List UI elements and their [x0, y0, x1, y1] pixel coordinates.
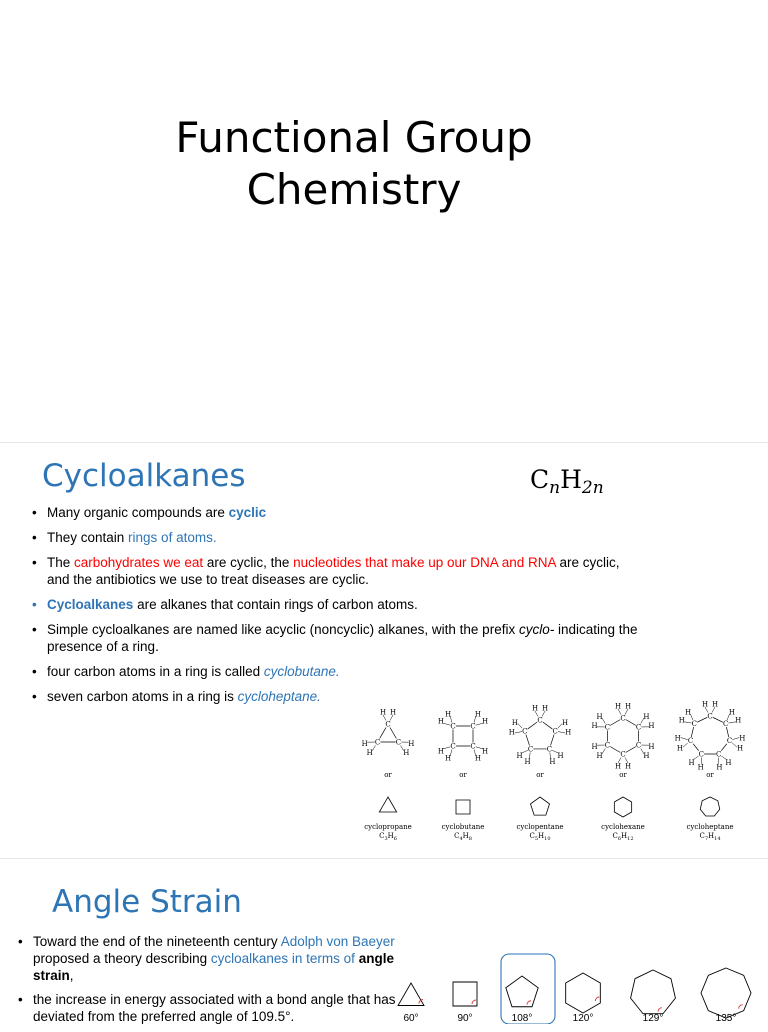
formula-h: H: [560, 465, 582, 494]
bullet-highlight: rings of atoms.: [128, 530, 217, 545]
angle-6: [701, 968, 751, 1024]
cycloheptane-skeletal-shape: [700, 797, 719, 816]
hydrogen-label: H: [615, 763, 621, 771]
carbon-label: C: [620, 751, 625, 759]
hydrogen-label: H: [685, 709, 691, 717]
angle-label: 135°: [716, 1013, 737, 1024]
hydrogen-label: H: [390, 709, 396, 717]
hydrogen-label: H: [562, 719, 568, 727]
bullet-text: are alkanes that contain rings of carbon atoms.: [133, 597, 417, 612]
bullet-italic: cyclo-: [519, 622, 554, 637]
carbon-label: C: [375, 739, 380, 747]
bullet-text: Simple cycloalkanes are named like acyclic (noncyclic) alkanes, with the prefix: [47, 622, 519, 637]
formula-sub-n: n: [549, 478, 560, 498]
cyclopropane-formula-label: $C_3H_6$: [379, 832, 397, 842]
cyclohexane-formula-label: $C_6H_{12}$: [612, 832, 633, 842]
carbon-label: C: [470, 743, 475, 751]
hydrogen-label: H: [542, 705, 548, 713]
hydrogen-label: H: [367, 749, 373, 757]
cyclopentane-formula-label: $C_5H_{10}$: [529, 832, 550, 842]
hydrogen-label: H: [648, 722, 654, 730]
main-title-line-1: Functional Group: [0, 112, 708, 164]
bullet-highlight: cycloalkanes in terms of: [211, 951, 355, 966]
hydrogen-label: H: [648, 743, 654, 751]
hydrogen-label: H: [482, 718, 488, 726]
structure-cycloheptane: [675, 701, 746, 843]
hydrogen-label: H: [725, 759, 731, 767]
carbon-label: C: [547, 745, 552, 753]
carbon-label: C: [699, 751, 704, 759]
cycloalkanes-slide: [0, 443, 768, 859]
angle-arc: [527, 1001, 531, 1005]
cyclopropane-skeletal-shape: [379, 797, 396, 812]
hydrogen-label: H: [735, 716, 741, 724]
cyclopropane-name-label: cyclopropane: [364, 823, 412, 831]
angle-label: 120°: [573, 1013, 594, 1024]
carbon-label: C: [450, 723, 455, 731]
bullet-text: Many organic compounds are: [47, 505, 229, 520]
angle-strain-heading: Angle Strain: [52, 884, 242, 920]
angle-label: 60°: [403, 1013, 418, 1024]
cycloheptane-formula-label: $C_7H_{14}$: [699, 832, 720, 842]
bullet-item: [17, 991, 397, 1025]
hydrogen-label: H: [737, 744, 743, 752]
cyclopentane-name-label: cyclopentane: [516, 823, 563, 831]
carbon-label: C: [528, 745, 533, 753]
carbon-label: C: [716, 751, 721, 759]
hydrogen-label: H: [643, 752, 649, 760]
hydrogen-label: H: [625, 763, 631, 771]
hydrogen-label: H: [615, 703, 621, 711]
hydrogen-label: H: [679, 716, 685, 724]
bullet-text: proposed a theory describing: [33, 951, 211, 966]
hydrogen-label: H: [565, 729, 571, 737]
hydrogen-label: H: [729, 709, 735, 717]
carbon-label: C: [723, 720, 728, 728]
angle-label: 90°: [457, 1013, 472, 1024]
bullet-text: seven carbon atoms in a ring is: [47, 689, 238, 704]
angle-arc: [739, 1005, 743, 1009]
hydrogen-label: H: [475, 710, 481, 718]
carbon-label: C: [636, 724, 641, 732]
structure-cyclopentane: [509, 705, 571, 843]
angle-strain-slide: [0, 859, 768, 1024]
cycloalkanes-heading: Cycloalkanes: [42, 458, 246, 494]
carbon-label: C: [396, 739, 401, 747]
bullet-highlight: cycloheptane.: [238, 689, 321, 704]
hydrogen-label: H: [557, 752, 563, 760]
hydrogen-label: H: [698, 764, 704, 772]
hydrogen-label: H: [445, 755, 451, 763]
angle-5: [631, 970, 676, 1024]
bullet-item: [31, 554, 641, 588]
structure-cyclohexane: [591, 703, 654, 843]
cyclobutane-formula-label: $C_4H_8$: [454, 832, 472, 842]
hydrogen-label: H: [643, 713, 649, 721]
ring-shape: [453, 982, 477, 1006]
bullet-red-text: carbohydrates we eat: [74, 555, 203, 570]
ring-shape: [506, 976, 538, 1007]
hydrogen-label: H: [512, 719, 518, 727]
bullet-text: are cyclic, the: [203, 555, 293, 570]
hydrogen-label: H: [475, 755, 481, 763]
carbon-label: C: [537, 717, 542, 725]
angle-arc: [472, 1000, 476, 1004]
hydrogen-label: H: [675, 735, 681, 743]
bullet-item: [31, 596, 641, 613]
carbon-label: C: [553, 728, 558, 736]
carbon-label: C: [636, 742, 641, 750]
title-slide: [0, 0, 768, 443]
cyclopentane-skeletal-shape: [530, 797, 549, 815]
bullet-item: [31, 663, 641, 680]
hydrogen-label: H: [380, 709, 386, 717]
bullet-text: indicating the presence of a ring.: [47, 622, 638, 654]
bullet-red-text: nucleotides that make up our DNA and RNA: [293, 555, 556, 570]
hydrogen-label: H: [525, 758, 531, 766]
carbon-label: C: [470, 723, 475, 731]
angle-2: [453, 982, 477, 1024]
bullet-bold: angle strain: [33, 951, 394, 983]
hydrogen-label: H: [438, 718, 444, 726]
bullet-item: [31, 504, 641, 521]
cyclobutane-name-label: cyclobutane: [442, 823, 485, 831]
hydrogen-label: H: [739, 735, 745, 743]
hydrogen-label: H: [625, 703, 631, 711]
bullet-item: [31, 621, 641, 655]
cycloalkanes-bullets: [31, 504, 641, 713]
or-label: or: [536, 771, 544, 779]
carbon-label: C: [688, 737, 693, 745]
hydrogen-label: H: [591, 722, 597, 730]
or-label: or: [384, 771, 392, 779]
angle-3: [506, 976, 538, 1024]
ring-shape: [566, 973, 601, 1013]
bullet-text: The: [47, 555, 74, 570]
carbon-label: C: [727, 737, 732, 745]
angle-arc: [595, 997, 599, 1001]
general-formula: [530, 465, 604, 498]
main-title-line-2: Chemistry: [0, 164, 708, 216]
hydrogen-label: H: [596, 713, 602, 721]
bullet-highlight: cyclobutane.: [264, 664, 340, 679]
bullet-text: the increase in energy associated with a bond angle that has deviated from the preferred angle of 109.5°.: [33, 992, 396, 1024]
hydrogen-label: H: [438, 747, 444, 755]
or-label: or: [706, 771, 714, 779]
hydrogen-label: H: [482, 747, 488, 755]
ring-shape: [398, 983, 424, 1006]
hydrogen-label: H: [591, 743, 597, 751]
hydrogen-label: H: [716, 764, 722, 772]
structure-cyclopropane: [362, 709, 415, 843]
bullet-item: [17, 933, 397, 984]
carbon-label: C: [692, 720, 697, 728]
bullet-text: ,: [70, 968, 74, 983]
bullet-item: [31, 529, 641, 546]
angle-strain-figure: [390, 953, 768, 1024]
carbon-label: C: [620, 715, 625, 723]
formula-sub-2n: 2n: [582, 478, 604, 498]
or-label: or: [459, 771, 467, 779]
hydrogen-label: H: [509, 729, 515, 737]
bullet-text: Toward the end of the nineteenth century: [33, 934, 281, 949]
carbon-label: C: [605, 724, 610, 732]
hydrogen-label: H: [712, 701, 718, 709]
hydrogen-label: H: [702, 701, 708, 709]
carbon-label: C: [385, 721, 390, 729]
angle-label: 108°: [512, 1013, 533, 1024]
cyclohexane-name-label: cyclohexane: [601, 823, 645, 831]
angle-arc: [658, 1008, 662, 1012]
angle-1: [398, 983, 424, 1024]
hydrogen-label: H: [532, 705, 538, 713]
carbon-label: C: [605, 742, 610, 750]
angle-label: 129°: [643, 1013, 664, 1024]
hydrogen-label: H: [362, 740, 368, 748]
hydrogen-label: H: [445, 710, 451, 718]
structure-cyclobutane: [438, 710, 488, 842]
bullet-highlight: Adolph von Baeyer: [281, 934, 395, 949]
carbon-label: C: [522, 728, 527, 736]
angle-4: [566, 973, 601, 1024]
main-title: [0, 112, 708, 216]
cyclohexane-skeletal-shape: [614, 797, 631, 817]
hydrogen-label: H: [677, 744, 683, 752]
bullet-highlight: cyclic: [229, 505, 267, 520]
hydrogen-label: H: [408, 740, 414, 748]
hydrogen-label: H: [403, 749, 409, 757]
carbon-label: C: [707, 713, 712, 721]
cycloalkane-structures-figure: [352, 688, 762, 848]
ring-shape: [701, 968, 751, 1018]
hydrogen-label: H: [689, 759, 695, 767]
formula-c: C: [530, 465, 549, 494]
bullet-highlight: Cycloalkanes: [47, 597, 133, 612]
hydrogen-label: H: [596, 752, 602, 760]
or-label: or: [619, 771, 627, 779]
ring-shape: [631, 970, 676, 1014]
cyclobutane-skeletal-shape: [456, 800, 470, 814]
carbon-label: C: [450, 743, 455, 751]
bullet-text: are cyclic, and the antibiotics we use to treat diseases are cyclic.: [47, 555, 620, 587]
hydrogen-label: H: [516, 752, 522, 760]
bullet-text: They contain: [47, 530, 128, 545]
bullet-text: four carbon atoms in a ring is called: [47, 664, 264, 679]
hydrogen-label: H: [549, 758, 555, 766]
cycloheptane-name-label: cycloheptane: [686, 823, 733, 831]
angle-strain-bullets: [17, 933, 397, 1032]
